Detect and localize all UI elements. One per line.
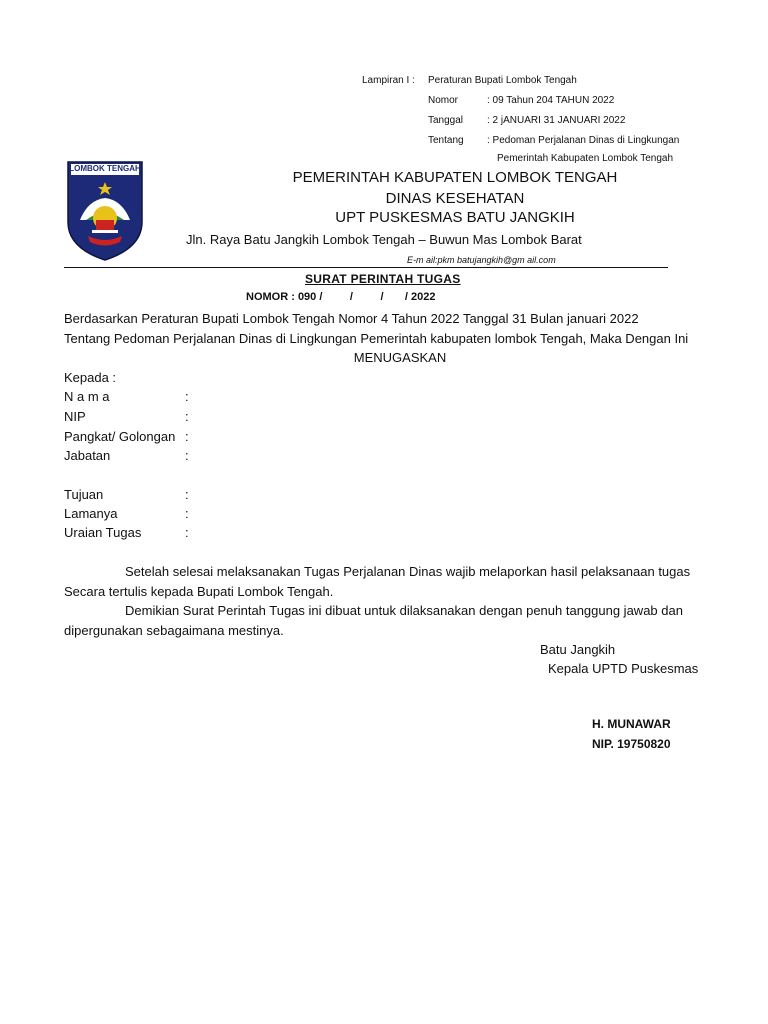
field-tujuan-label: Tujuan [64, 487, 104, 502]
field-uraian-sep: : [185, 525, 189, 540]
field-pangkat-label: Pangkat/ Golongan [64, 429, 176, 444]
header-divider [64, 267, 668, 268]
lampiran-key-tanggal: Tanggal [428, 115, 464, 126]
closing-line-4: dipergunakan sebagaimana mestinya. [64, 623, 284, 638]
kop-line-1: PEMERINTAH KABUPATEN LOMBOK TENGAH [292, 169, 618, 186]
signature-position: Kepala UPTD Puskesmas [548, 661, 699, 676]
lampiran-key-nomor: Nomor [428, 95, 459, 106]
field-nip-sep: : [185, 409, 189, 424]
kop-line-3: UPT PUSKESMAS BATU JANGKIH [335, 209, 575, 226]
field-pangkat-sep: : [185, 429, 189, 444]
field-nama-sep: : [185, 389, 189, 404]
lampiran-value-nomor: : 09 Tahun 204 TAHUN 2022 [487, 95, 615, 106]
lampiran-key-tentang: Tentang [428, 135, 464, 146]
lampiran-title: Peraturan Bupati Lombok Tengah [428, 75, 577, 86]
kop-line-2: DINAS KESEHATAN [385, 190, 525, 207]
lampiran-value-tanggal: : 2 jANUARI 31 JANUARI 2022 [487, 115, 626, 126]
field-jabatan-label: Jabatan [64, 448, 111, 463]
dasar-line-1: Berdasarkan Peraturan Bupati Lombok Tengah Nomor 4 Tahun 2022 Tanggal 31 Bulan januari 2022 [64, 311, 639, 326]
field-nip-label: NIP [64, 409, 86, 424]
field-lamanya-sep: : [185, 506, 189, 521]
kop-address: Jln. Raya Batu Jangkih Lombok Tengah – Buwun Mas Lombok Barat [186, 232, 582, 247]
menugaskan-heading: MENUGASKAN [353, 350, 447, 365]
surat-title: SURAT PERINTAH TUGAS [305, 272, 461, 286]
field-jabatan-sep: : [185, 448, 189, 463]
signature-nip: NIP. 19750820 [592, 737, 671, 751]
lampiran-label: Lampiran I : [362, 75, 415, 86]
kepada-label: Kepada : [64, 370, 117, 385]
field-uraian-label: Uraian Tugas [64, 525, 142, 540]
closing-line-1: Setelah selesai melaksanakan Tugas Perjalanan Dinas wajib melaporkan hasil pelaksanaan tugas [125, 564, 691, 579]
signature-place: Batu Jangkih [540, 642, 616, 657]
kop-email: E-m ail:pkm batujangkih@gm ail.com [407, 255, 556, 265]
signature-name: H. MUNAWAR [592, 717, 671, 731]
logo-banner-text: LOMBOK TENGAH [69, 164, 141, 173]
surat-nomor: NOMOR : 090 / / / / 2022 [246, 291, 436, 303]
field-tujuan-sep: : [185, 487, 189, 502]
dasar-line-2: Tentang Pedoman Perjalanan Dinas di Lingkungan Pemerintah kabupaten lombok Tengah, Maka Dengan Ini [64, 331, 689, 346]
lampiran-continuation: Pemerintah Kabupaten Lombok Tengah [497, 153, 674, 164]
lampiran-value-tentang: : Pedoman Perjalanan Dinas di Lingkungan [487, 135, 680, 146]
closing-line-2: Secara tertulis kepada Bupati Lombok Tengah. [64, 584, 334, 599]
field-lamanya-label: Lamanya [64, 506, 118, 521]
closing-line-3: Demikian Surat Perintah Tugas ini dibuat untuk dilaksanakan dengan penuh tanggung jawab dan [125, 603, 683, 618]
field-nama-label: N a m a [64, 389, 110, 404]
